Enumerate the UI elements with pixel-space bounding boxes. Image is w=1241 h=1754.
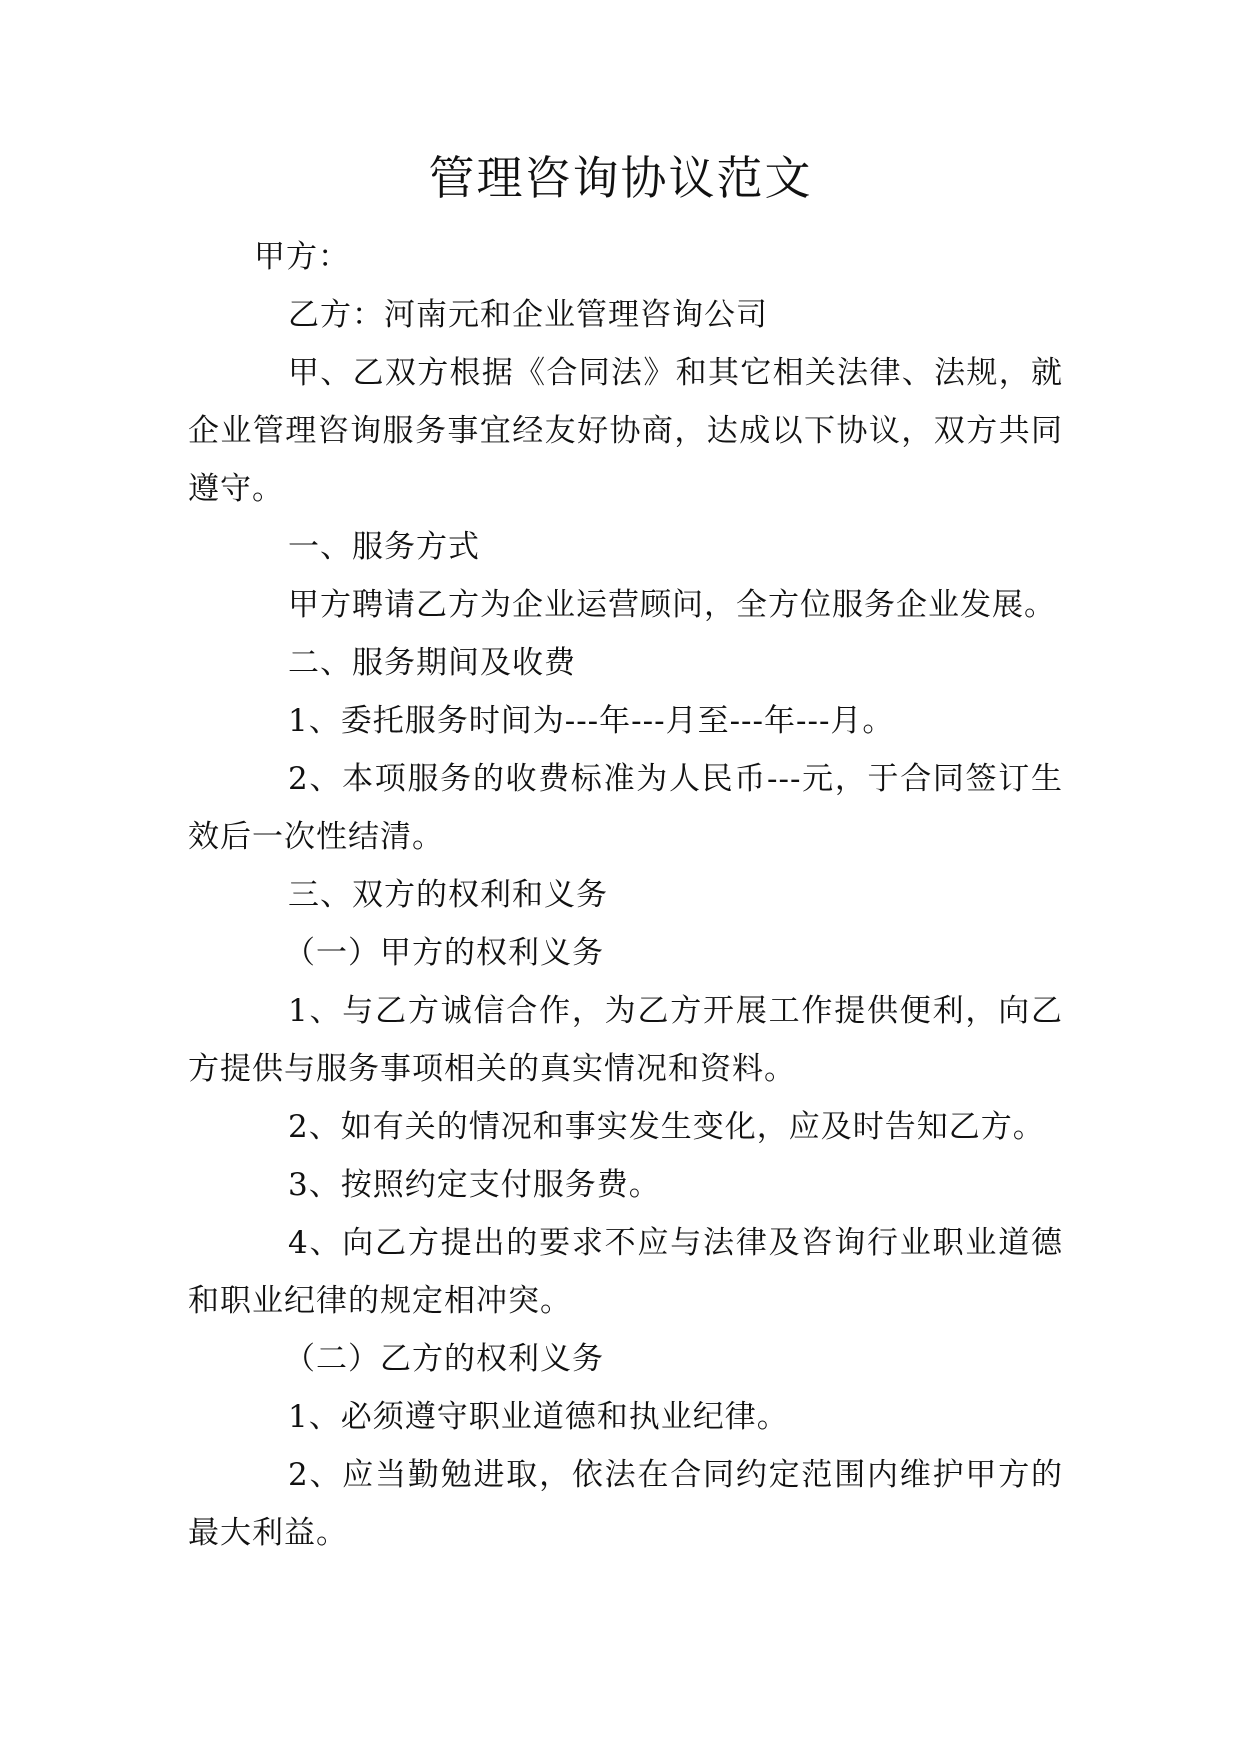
party-b-line: 乙方：河南元和企业管理咨询公司: [288, 297, 768, 333]
party-a-item-4: 4、向乙方提出的要求不应与法律及咨询行业职业道德和职业纪律的规定相冲突。: [188, 1225, 1063, 1319]
party-a-item-2: 2、如有关的情况和事实发生变化，应及时告知乙方。: [288, 1109, 1045, 1145]
party-a-item-3: 3、按照约定支付服务费。: [288, 1167, 661, 1203]
section3-heading: 三、双方的权利和义务: [288, 877, 608, 913]
document-body: [188, 228, 1063, 1562]
section2-item-1: 1、委托服务时间为---年---月至---年---月。: [288, 703, 895, 739]
party-b-item-1: 1、必须遵守职业道德和执业纪律。: [288, 1399, 789, 1435]
party-b-item-2: 2、应当勤勉进取，依法在合同约定范围内维护甲方的最大利益。: [188, 1457, 1063, 1551]
section1-text: 甲方聘请乙方为企业运营顾问，全方位服务企业发展。: [288, 587, 1056, 623]
party-a-line: 甲方：: [254, 239, 350, 275]
intro-paragraph: 甲、乙双方根据《合同法》和其它相关法律、法规，就企业管理咨询服务事宜经友好协商，达成以下协议，双方共同遵守。: [188, 355, 1063, 507]
section1-heading: 一、服务方式: [288, 529, 480, 565]
section2-heading: 二、服务期间及收费: [288, 645, 576, 681]
document-title: 管理咨询协议范文: [428, 151, 813, 205]
section2-item-2: 2、本项服务的收费标准为人民币---元，于合同签订生效后一次性结清。: [188, 761, 1063, 855]
party-a-rights-heading: （一）甲方的权利义务: [284, 935, 604, 971]
party-b-rights-heading: （二）乙方的权利义务: [284, 1341, 604, 1377]
party-a-item-1: 1、与乙方诚信合作，为乙方开展工作提供便利，向乙方提供与服务事项相关的真实情况和资料。: [188, 993, 1063, 1087]
